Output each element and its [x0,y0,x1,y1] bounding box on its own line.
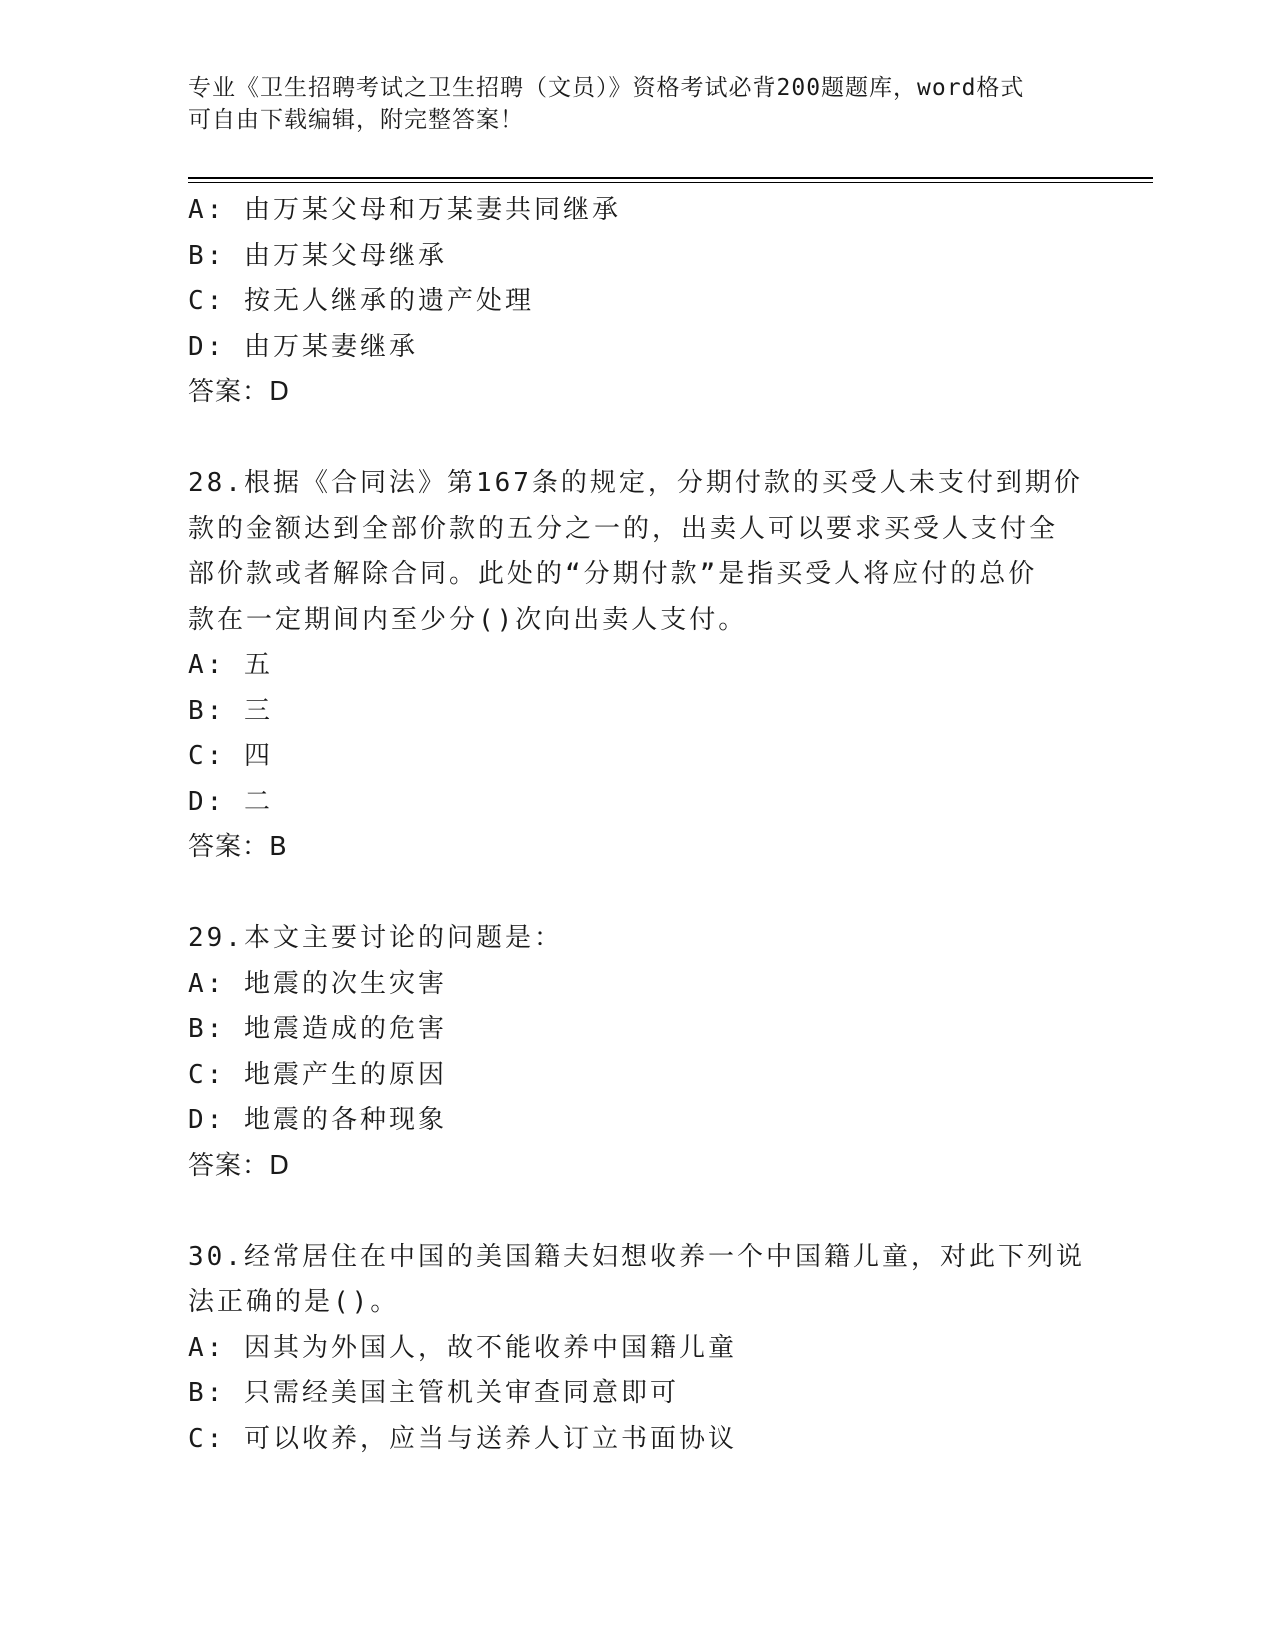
header-divider-thin [188,182,1153,183]
header-title-line-2: 可自由下载编辑，附完整答案！ [188,107,524,133]
question-spacer [188,871,1088,917]
option-c: C: 地震产生的原因 [188,1059,447,1090]
header-divider-thick [188,177,1153,179]
header-title-line-1: 专业《卫生招聘考试之卫生招聘（文员）》资格考试必背200题题库，word格式 [188,75,1025,101]
option-b: B: 三 [188,695,273,726]
question-stem-line: 款的金额达到全部价款的五分之一的，出卖人可以要求买受人支付全 [188,513,1059,544]
question-stem-line: 29.本文主要讨论的问题是： [188,923,563,953]
question-content [188,188,1088,1462]
question-stem-line: 款在一定期间内至少分()次向出卖人支付。 [188,604,748,635]
question-spacer [188,1189,1088,1235]
question-stem-line: 28.根据《合同法》第167条的规定，分期付款的买受人未支付到期价 [188,468,1083,498]
option-a: A: 由万某父母和万某妻共同继承 [188,195,621,225]
option-a: A: 地震的次生灾害 [188,968,447,999]
option-c: C: 可以收养，应当与送养人订立书面协议 [188,1423,737,1454]
option-d: D: 二 [188,786,273,817]
document-header [188,72,1088,136]
answer-line: 答案：B [188,832,288,862]
question-29-block [188,916,1088,1189]
option-c: C: 按无人继承的遗产处理 [188,286,534,316]
answer-line: 答案：D [188,1150,291,1181]
question-stem-line: 部价款或者解除合同。此处的“分期付款”是指买受人将应付的总价 [188,559,1038,589]
question-stem-line: 法正确的是()。 [188,1287,400,1317]
option-d: D: 由万某妻继承 [188,331,418,362]
option-b: B: 由万某父母继承 [188,240,447,271]
option-d: D: 地震的各种现象 [188,1105,447,1135]
option-a: A: 五 [188,650,273,680]
question-30-block [188,1235,1088,1463]
answer-line: 答案：D [188,377,291,407]
option-b: B: 只需经美国主管机关审查同意即可 [188,1378,679,1408]
question-27-block [188,188,1088,416]
option-b: B: 地震造成的危害 [188,1014,447,1044]
option-a: A: 因其为外国人，故不能收养中国籍儿童 [188,1332,737,1363]
question-spacer [188,416,1088,462]
option-c: C: 四 [188,741,273,771]
question-stem-line: 30.经常居住在中国的美国籍夫妇想收养一个中国籍儿童，对此下列说 [188,1241,1085,1272]
question-28-block [188,461,1088,871]
